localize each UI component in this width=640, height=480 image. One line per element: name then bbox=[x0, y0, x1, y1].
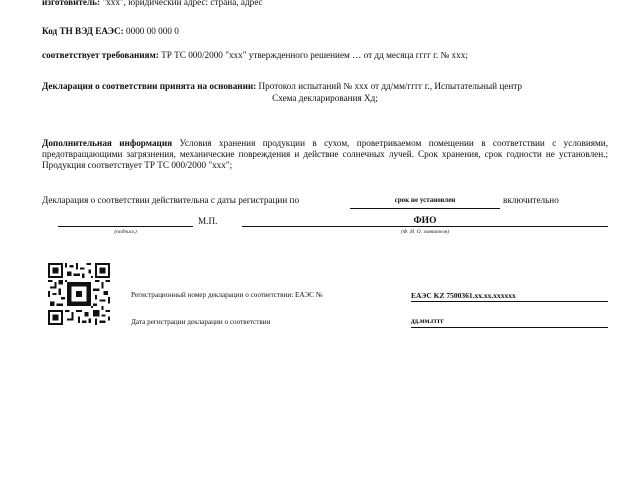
signature-line bbox=[58, 226, 193, 227]
registration-number-underline bbox=[411, 301, 608, 302]
basis-line bbox=[42, 81, 608, 92]
code-label: Код ТН ВЭД ЕАЭС: bbox=[42, 26, 124, 36]
code-line bbox=[42, 26, 179, 37]
signature-caption: (подпись) bbox=[114, 229, 137, 235]
code-value: 0000 00 000 0 bbox=[123, 26, 179, 36]
qr-code-icon bbox=[48, 263, 110, 325]
registration-number-label: Регистрационный номер декларации о соответствии: ЕАЭС № bbox=[131, 291, 323, 299]
registration-date-underline bbox=[411, 327, 608, 328]
requirements-line bbox=[42, 50, 468, 61]
manufacturer-line bbox=[42, 0, 263, 8]
name-caption: (Ф. И. О. заявителя) bbox=[400, 229, 450, 235]
basis-value: Протокол испытаний № xxx от дд/мм/гггг г., Испытательный центр bbox=[256, 81, 522, 91]
additional-label: Дополнительная информация bbox=[42, 138, 173, 148]
additional-info bbox=[42, 138, 608, 171]
registration-number-value: ЕАЭС KZ 7500361.хх.хх.хххххх bbox=[411, 291, 516, 300]
requirements-value: ТР ТС 000/2000 "xxx" утвержденного решением … от дд месяца гггг г. № xxx; bbox=[158, 50, 468, 60]
validity-suffix: включительно bbox=[503, 195, 559, 205]
validity-underline bbox=[350, 208, 500, 209]
basis-line-2: Схема декларирования Хд; bbox=[272, 93, 378, 103]
applicant-name: ФИО bbox=[413, 216, 437, 226]
basis-label: Декларация о соответствии принята на основании: bbox=[42, 81, 257, 91]
stamp-label: М.П. bbox=[198, 216, 218, 226]
validity-term: срок не установлен bbox=[394, 196, 456, 204]
name-line bbox=[242, 226, 608, 227]
validity-prefix: Декларация о соответствии действительна с даты регистрации по bbox=[42, 195, 300, 205]
requirements-label: соответствует требованиям: bbox=[42, 50, 159, 60]
registration-date-label: Дата регистрации декларации о соответствии bbox=[131, 318, 271, 326]
registration-date-value: дд.мм.гггг bbox=[411, 317, 444, 325]
manufacturer-label: изготовитель: bbox=[42, 0, 101, 7]
additional-text: Условия хранения продукции в сухом, проветриваемом помещении в соответствии с условиями, предотвращающими загрязнения, механические повреждения и действие солнечных лучей. Срок хранения, срок годности не установлен.; Продукция соответствует ТР ТС 000/2000 "xxx"; bbox=[42, 138, 608, 170]
manufacturer-value: "xxx", юридический адрес: страна, адрес bbox=[100, 0, 263, 7]
qr-code-graphic bbox=[48, 263, 110, 325]
